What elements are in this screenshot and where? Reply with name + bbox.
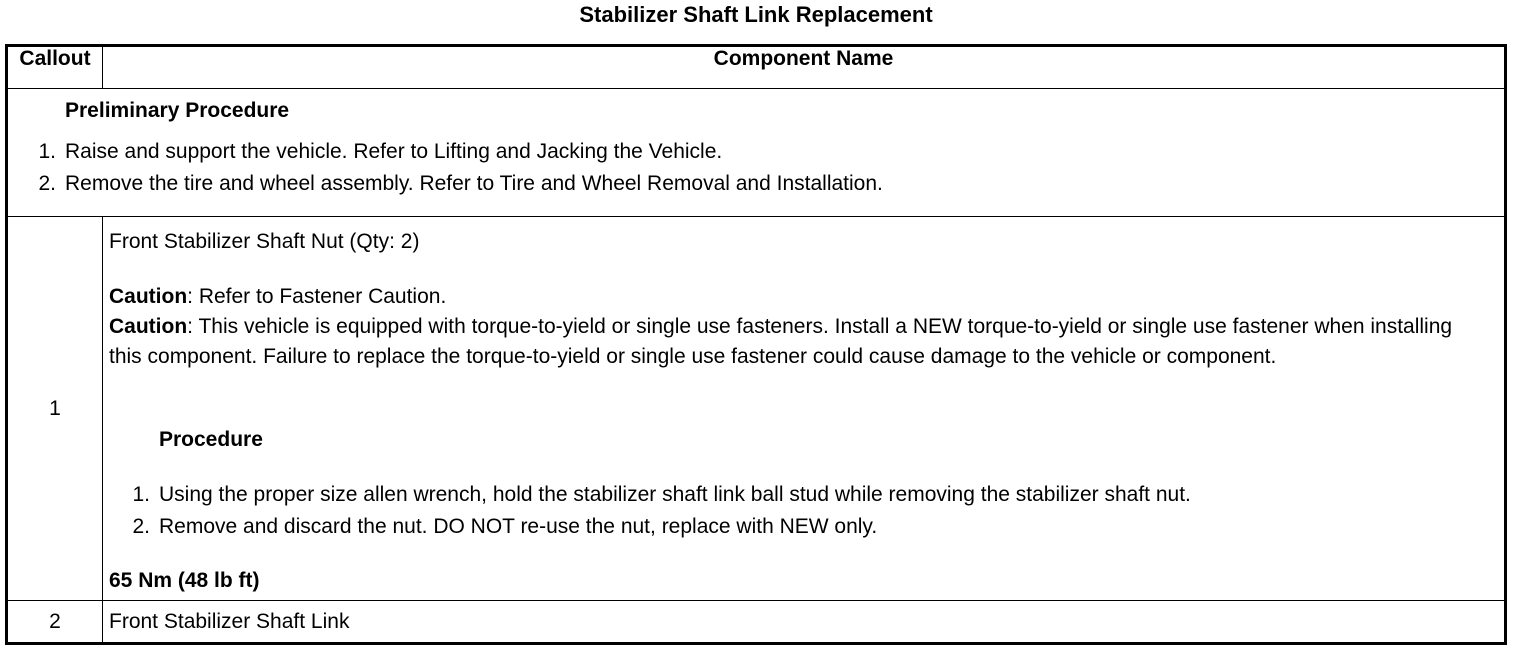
preliminary-heading: Preliminary Procedure xyxy=(65,99,290,122)
procedure-heading: Procedure xyxy=(159,428,263,451)
step-number: 1. xyxy=(38,140,56,163)
callout-header: Callout xyxy=(7,46,103,89)
table-row xyxy=(7,217,1506,601)
caution-text: : This vehicle is equipped with torque-to-yield or single use fasteners. Install a NEW torque-to-yield or single use fastener when installing this component. Failure to replace the torque-to-yield or single use fastener could cause damage to the vehicle or component. xyxy=(109,315,1453,368)
callout-cell: 1 xyxy=(7,217,103,601)
component-name-header: Component Name xyxy=(103,46,1506,89)
component-name: Front Stabilizer Shaft Nut (Qty: 2) xyxy=(109,230,420,253)
step-text: Raise and support the vehicle. Refer to Lifting and Jacking the Vehicle. xyxy=(65,140,723,163)
caution-line xyxy=(109,312,1489,372)
table-header-row xyxy=(7,46,1506,89)
step-number: 2. xyxy=(38,172,56,195)
caution-line xyxy=(109,282,1489,312)
component-cell xyxy=(103,601,1506,644)
caution-label: Caution xyxy=(109,315,188,338)
component-name: Front Stabilizer Shaft Link xyxy=(109,609,350,633)
step-text: Remove and discard the nut. DO NOT re-use the nut, replace with NEW only. xyxy=(159,515,878,538)
document-title: Stabilizer Shaft Link Replacement xyxy=(579,2,933,27)
step-text: Using the proper size allen wrench, hold the stabilizer shaft link ball stud while removing the stabilizer shaft nut. xyxy=(159,483,1191,506)
step-number: 2. xyxy=(132,515,150,538)
caution-block xyxy=(109,282,1489,372)
preliminary-cell xyxy=(7,89,1506,217)
component-cell xyxy=(103,217,1506,601)
callout-cell: 2 xyxy=(7,601,103,644)
preliminary-row xyxy=(7,89,1506,217)
component-table xyxy=(5,44,1507,645)
caution-text: : Refer to Fastener Caution. xyxy=(187,285,447,308)
table-row xyxy=(7,601,1506,644)
caution-label: Caution xyxy=(109,285,188,308)
step-number: 1. xyxy=(132,483,150,506)
torque-spec: 65 Nm (48 lb ft) xyxy=(109,569,260,592)
step-text: Remove the tire and wheel assembly. Refer to Tire and Wheel Removal and Installation. xyxy=(65,172,883,195)
